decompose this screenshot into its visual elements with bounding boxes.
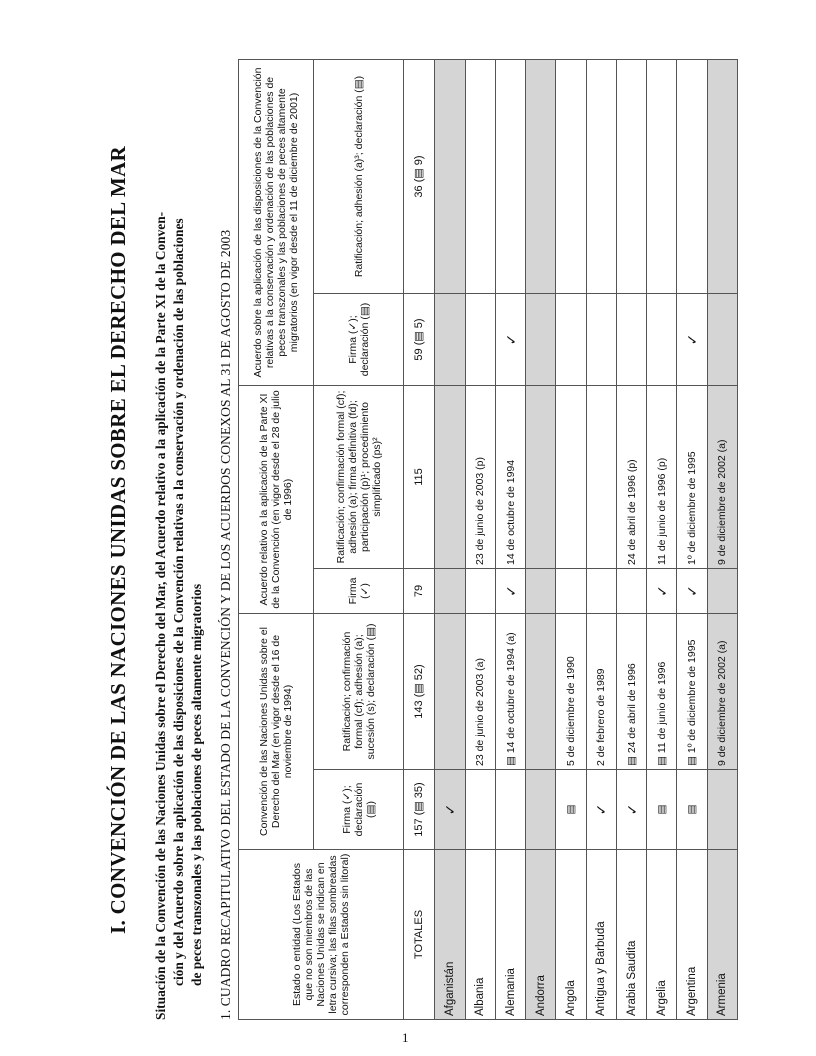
fish-ratification-cell bbox=[647, 59, 677, 293]
convention-ratification-cell: 9 de diciembre de 2002 (a) bbox=[707, 614, 737, 770]
table-row bbox=[495, 59, 525, 1019]
fish-ratification-cell bbox=[707, 59, 737, 293]
fish-signature-cell bbox=[647, 294, 677, 386]
part-xi-signature-cell bbox=[465, 569, 495, 614]
part-xi-signature-cell: ✓ bbox=[647, 569, 677, 614]
totals-part-xi-signature: 79 bbox=[404, 569, 435, 614]
header-state-entity: Estado o entidad (Los Estados que no son miembros de las Naciones Unidas se indican en letra cursiva; las filas sombreadas corresponden a Estados sin litoral) bbox=[239, 850, 404, 1020]
part-xi-signature-cell bbox=[586, 569, 616, 614]
fish-signature-cell bbox=[465, 294, 495, 386]
table-row bbox=[677, 59, 707, 1019]
part-xi-signature-cell: ✓ bbox=[677, 569, 707, 614]
state-cell: Andorra bbox=[526, 850, 556, 1020]
convention-ratification-cell bbox=[526, 614, 556, 770]
fish-signature-cell bbox=[586, 294, 616, 386]
page-title: I. CONVENCIÓN DE LAS NACIONES UNIDAS SOBRE EL DERECHO DEL MAR bbox=[106, 146, 130, 934]
convention-signature-cell: ✓ bbox=[435, 770, 465, 850]
totals-label: TOTALES bbox=[404, 850, 435, 1020]
table-row bbox=[647, 59, 677, 1019]
state-cell: Armenia bbox=[707, 850, 737, 1020]
header-fish-stocks-agreement: Acuerdo sobre la aplicación de las disposiciones de la Convención relativas a la conservación y ordenación de las poblaciones de peces transzonales y las poblaciones de peces altamente migratorios (en vigor desde el 11 de diciembre de 2001) bbox=[239, 59, 314, 385]
subtitle-line: de peces transzonales y las poblaciones de peces altamente migratorios bbox=[189, 583, 204, 986]
table-row bbox=[435, 59, 465, 1019]
convention-signature-cell bbox=[707, 770, 737, 850]
fish-signature-cell bbox=[435, 294, 465, 386]
state-cell: Angola bbox=[556, 850, 586, 1020]
subtitle-line: ción y del Acuerdo sobre la aplicación de las disposiciones de la Convención relativas a la conservación y ordenación de las poblaciones bbox=[171, 218, 186, 986]
convention-ratification-cell: 5 de diciembre de 1990 bbox=[556, 614, 586, 770]
convention-signature-cell: ▤ bbox=[647, 770, 677, 850]
header-part-xi-signature: Firma (✓) bbox=[314, 569, 404, 614]
table-row bbox=[707, 59, 737, 1019]
convention-ratification-cell: ▤ 1º de diciembre de 1995 bbox=[677, 614, 707, 770]
fish-signature-cell bbox=[526, 294, 556, 386]
fish-ratification-cell bbox=[616, 59, 646, 293]
state-cell: Alemania bbox=[495, 850, 525, 1020]
fish-signature-cell bbox=[707, 294, 737, 386]
totals-convention-signature: 157 (▤ 35) bbox=[404, 770, 435, 850]
part-xi-signature-cell bbox=[707, 569, 737, 614]
section-title: 1. CUADRO RECAPITULATIVO DEL ESTADO DE LA CONVENCIÓN Y DE LOS ACUERDOS CONEXOS AL 31 DE AGOSTO DE 2003 bbox=[218, 229, 233, 1020]
convention-ratification-cell bbox=[435, 614, 465, 770]
header-convention-ratification: Ratificación; confirmación formal (cf); adhesión (a); sucesión (s); declaración (▤) bbox=[314, 614, 404, 770]
part-xi-signature-cell: ✓ bbox=[495, 569, 525, 614]
header-part-xi-agreement: Acuerdo relativo a la aplicación de la Parte XI de la Convención (en vigor desde el 28 de julio de 1996) bbox=[239, 386, 314, 614]
header-part-xi-ratification: Ratificación; confirmación formal (cf); adhesión (a); firma definitiva (fd); participación (p)¹; procedimiento simplificado (ps)² bbox=[314, 386, 404, 569]
fish-ratification-cell bbox=[435, 59, 465, 293]
header-fish-ratification: Ratificación; adhesión (a)³; declaración (▤) bbox=[314, 59, 404, 293]
state-cell: Arabia Saudita bbox=[616, 850, 646, 1020]
rotated-page-content bbox=[54, 60, 814, 1020]
header-convention: Convención de las Naciones Unidas sobre el Derecho del Mar (en vigor desde el 16 de noviembre de 1994) bbox=[239, 614, 314, 850]
table-row bbox=[526, 59, 556, 1019]
convention-ratification-cell: 23 de junio de 2003 (a) bbox=[465, 614, 495, 770]
fish-ratification-cell bbox=[677, 59, 707, 293]
part-xi-ratification-cell bbox=[556, 386, 586, 569]
part-xi-ratification-cell: 23 de junio de 2003 (p) bbox=[465, 386, 495, 569]
status-table bbox=[238, 59, 738, 1020]
part-xi-signature-cell bbox=[616, 569, 646, 614]
convention-signature-cell: ▤ bbox=[677, 770, 707, 850]
fish-ratification-cell bbox=[526, 59, 556, 293]
state-cell: Argelia bbox=[647, 850, 677, 1020]
fish-signature-cell: ✓ bbox=[495, 294, 525, 386]
part-xi-ratification-cell bbox=[586, 386, 616, 569]
convention-ratification-cell: ▤ 14 de octubre de 1994 (a) bbox=[495, 614, 525, 770]
totals-fish-signature: 59 (▤ 5) bbox=[404, 294, 435, 386]
totals-part-xi-ratification: 115 bbox=[404, 386, 435, 569]
part-xi-ratification-cell: 24 de abril de 1996 (p) bbox=[616, 386, 646, 569]
convention-signature-cell: ▤ bbox=[556, 770, 586, 850]
totals-fish-ratification: 36 (▤ 9) bbox=[404, 59, 435, 293]
table-row bbox=[616, 59, 646, 1019]
part-xi-ratification-cell: 14 de octubre de 1994 bbox=[495, 386, 525, 569]
fish-ratification-cell bbox=[556, 59, 586, 293]
part-xi-ratification-cell: 1º de diciembre de 1995 bbox=[677, 386, 707, 569]
convention-ratification-cell: 2 de febrero de 1989 bbox=[586, 614, 616, 770]
state-cell: Antigua y Barbuda bbox=[586, 850, 616, 1020]
totals-convention-ratification: 143 (▤ 52) bbox=[404, 614, 435, 770]
header-fish-signature: Firma (✓); declaración (▤) bbox=[314, 294, 404, 386]
part-xi-signature-cell bbox=[556, 569, 586, 614]
state-cell: Albania bbox=[465, 850, 495, 1020]
convention-signature-cell bbox=[526, 770, 556, 850]
part-xi-signature-cell bbox=[526, 569, 556, 614]
convention-signature-cell bbox=[465, 770, 495, 850]
fish-ratification-cell bbox=[495, 59, 525, 293]
convention-ratification-cell: ▤ 24 de abril de 1996 bbox=[616, 614, 646, 770]
table-row bbox=[556, 59, 586, 1019]
convention-signature-cell: ✓ bbox=[586, 770, 616, 850]
header-convention-signature: Firma (✓); declaración (▤) bbox=[314, 770, 404, 850]
fish-signature-cell bbox=[556, 294, 586, 386]
part-xi-ratification-cell: 9 de diciembre de 2002 (a) bbox=[707, 386, 737, 569]
part-xi-ratification-cell bbox=[435, 386, 465, 569]
part-xi-signature-cell bbox=[435, 569, 465, 614]
totals-row bbox=[404, 59, 435, 1019]
fish-signature-cell: ✓ bbox=[677, 294, 707, 386]
state-cell: Argentina bbox=[677, 850, 707, 1020]
part-xi-ratification-cell bbox=[526, 386, 556, 569]
table-row bbox=[465, 59, 495, 1019]
part-xi-ratification-cell: 11 de junio de 1996 (p) bbox=[647, 386, 677, 569]
convention-signature-cell: ✓ bbox=[616, 770, 646, 850]
table-row bbox=[586, 59, 616, 1019]
fish-signature-cell bbox=[616, 294, 646, 386]
convention-ratification-cell: ▤ 11 de junio de 1996 bbox=[647, 614, 677, 770]
subtitle-line: Situación de la Convención de las Naciones Unidas sobre el Derecho del Mar, del Acuerdo relativo a la aplicación de la Parte XI de la Conven- bbox=[153, 211, 168, 1020]
convention-signature-cell bbox=[495, 770, 525, 850]
state-cell: Afganistán bbox=[435, 850, 465, 1020]
document-subtitle bbox=[152, 60, 206, 1020]
fish-ratification-cell bbox=[586, 59, 616, 293]
page-number: 1 bbox=[402, 1030, 409, 1045]
fish-ratification-cell bbox=[465, 59, 495, 293]
